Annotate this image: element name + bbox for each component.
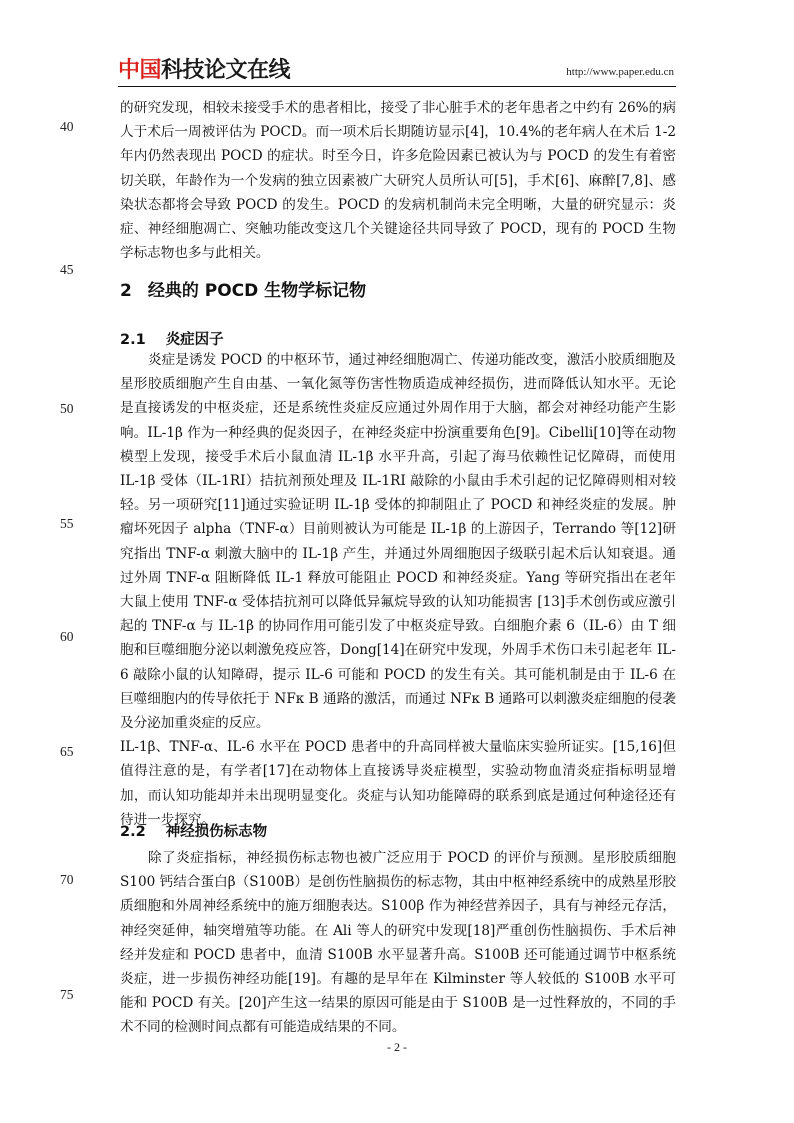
- journal-logo: [118, 58, 290, 84]
- subsection-heading-neuro-injury: [120, 820, 267, 841]
- subsection-number: 2.1: [120, 332, 146, 348]
- section-title: 经典的 POCD 生物学标记物: [147, 281, 367, 301]
- line-number: 45: [60, 262, 74, 277]
- page-number: - 2 -: [387, 1040, 407, 1054]
- subsection-2-body: [120, 846, 676, 1040]
- line-number: 55: [60, 516, 74, 531]
- subsection-1-body: [120, 348, 676, 832]
- subsection-title: 神经损伤标志物: [165, 824, 268, 840]
- logo-dark-text: 科技论文在线: [161, 58, 291, 83]
- intro-paragraph: 的研究发现，相较未接受手术的患者相比，接受了非心脏手术的老年患者之中约有 26%的病人于术后一周被评估为 POCD。而一项术后长期随访显示[4]，10.4%的老年病人在术后 1-2 年内仍然表现出 POCD 的症状。时至今日，许多危险因素已被认为与 POCD 的发生有着密切关联，年龄作为一个发病的独立因素被广大研究人员所认可[5]，手术[6]、麻醉[7,8]、感染状态都将会导致 POCD 的发生。POCD 的发病机制尚未完全明晰，大量的研究显示：炎症、神经细胞凋亡、突触功能改变这几个关键途径共同导致了 POCD，现有的 POCD 生物学标志物也多与此相关。: [120, 100, 676, 262]
- line-number: 75: [60, 987, 74, 1002]
- subsection-number: 2.2: [120, 824, 146, 840]
- line-number: 50: [60, 401, 74, 416]
- line-number: 65: [60, 744, 74, 759]
- subsection-heading-inflammation: [120, 328, 224, 349]
- section-number: 2: [120, 281, 132, 301]
- paragraph: 除了炎症指标，神经损伤标志物也被广泛应用于 POCD 的评价与预测。星形胶质细胞 S100 钙结合蛋白β（S100B）是创伤性脑损伤的标志物，其由中枢神经系统中的成熟星形胶质细胞和外周神经系统中的施万细胞表达。S100β 作为神经营养因子，具有与神经元存活，神经突延伸，轴突增殖等功能。在 Ali 等人的研究中发现[18]严重创伤性脑损伤、手术后神经并发症和 POCD 患者中，血清 S100B 水平显著升高。S100B 还可能通过调节中枢系统炎症，进一步损伤神经功能[19]。有趣的是早年在 Kilminster 等人较低的 S100B 水平可能和 POCD 有关。[20]产生这一结果的原因可能是由于 S100B 是一过性释放的，不同的手术不同的检测时间点都有可能造成结果的不同。: [120, 850, 676, 1036]
- logo-red-text: 中国: [118, 58, 162, 83]
- line-number: 70: [60, 872, 74, 887]
- paragraph: IL-1β、TNF-α、IL-6 水平在 POCD 患者中的升高同样被大量临床实验所证实。[15,16]但值得注意的是，有学者[17]在动物体上直接诱导炎症模型，实验动物血清炎症指标明显增加，而认知功能却并未出现明显变化。炎症与认知功能障碍的联系到底是通过何种途径还有待进一步探究。: [120, 739, 676, 828]
- line-number: 40: [60, 119, 74, 134]
- subsection-title: 炎症因子: [165, 332, 224, 348]
- intro-block: [120, 96, 676, 265]
- header-url[interactable]: http://www.paper.edu.cn: [566, 66, 674, 78]
- paragraph: 炎症是诱发 POCD 的中枢环节，通过神经细胞凋亡、传递功能改变，激活小胶质细胞及星形胶质细胞产生自由基、一氧化氮等伤害性物质造成神经损伤，进而降低认知水平。无论是直接诱发的中枢炎症，还是系统性炎症反应通过外周作用于大脑，都会对神经功能产生影响。IL-1β 作为一种经典的促炎因子，在神经炎症中扮演重要角色[9]。Cibelli[10]等在动物模型上发现，接受手术后小鼠血清 IL-1β 水平升高，引起了海马依赖性记忆障碍，而使用 IL-1β 受体（IL-1RI）拮抗剂预处理及 IL-1RI 敲除的小鼠由手术引起的记忆障碍则相对较轻。另一项研究[11]通过实验证明 IL-1β 受体的抑制阻止了 POCD 和神经炎症的发展。肿瘤坏死因子 alpha（TNF-α）目前则被认为可能是 IL-1β 的上游因子，Terrando 等[12]研究指出 TNF-α 刺激大脑中的 IL-1β 产生，并通过外周细胞因子级联引起术后认知衰退。通过外周 TNF-α 阻断降低 IL-1 释放可能阻止 POCD 和神经炎症。Yang 等研究指出在老年大鼠上使用 TNF-α 受体拮抗剂可以降低异氟烷导致的认知功能损害 [13]手术创伤或应激引起的 TNF-α 与 IL-1β 的协同作用可能引发了中枢炎症导致。白细胞介素 6（IL-6）由 T 细胞和巨噬细胞分泌以刺激免疫应答，Dong[14]在研究中发现，外周手术伤口未引起老年 IL-6 敲除小鼠的认知障碍，提示 IL-6 可能和 POCD 的发生有关。其可能机制是由于 IL-6 在巨噬细胞内的传导依托于 NFκ B 通路的激活，而通过 NFκ B 通路可以刺激炎症细胞的侵袭及分泌加重炎症的反应。: [120, 352, 676, 732]
- header-rule: [118, 86, 676, 87]
- line-number: 60: [60, 629, 74, 644]
- section-heading: [120, 276, 366, 301]
